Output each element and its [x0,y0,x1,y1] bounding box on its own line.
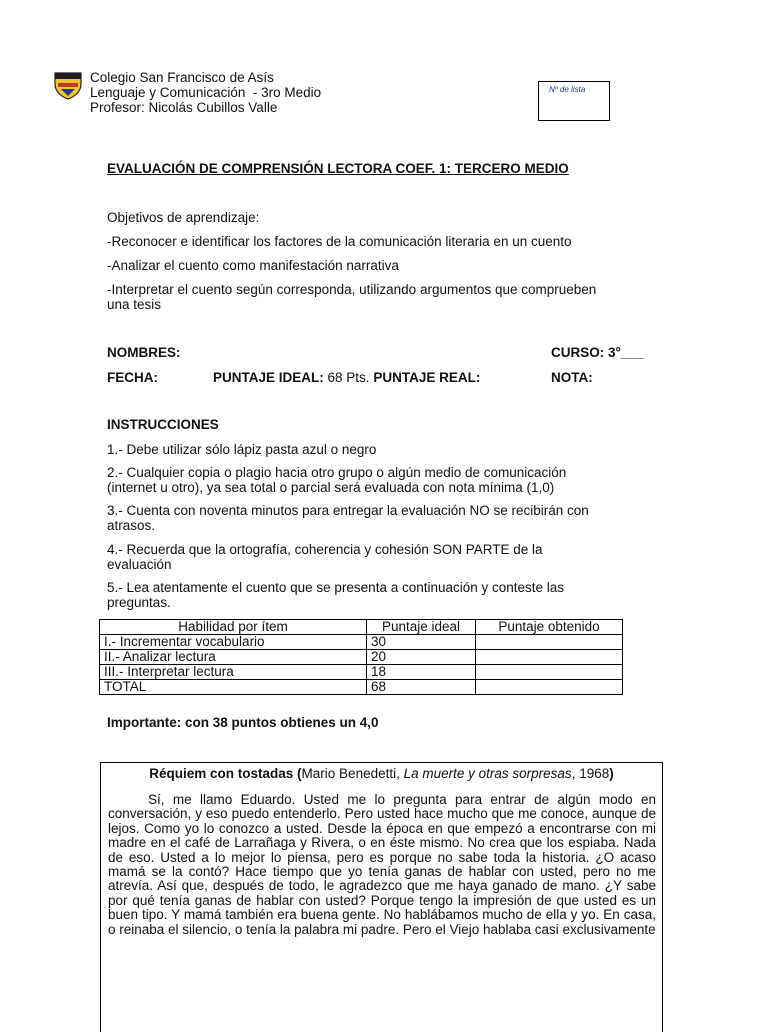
table-cell-obtained[interactable] [476,635,623,650]
instruction-line: 4.- Recuerda que la ortografía, coherencia y cohesión SON PARTE de la [107,542,543,557]
table-row [100,665,623,680]
objective-item-continuation: una tesis [107,297,162,312]
table-cell-skill: I.- Incrementar vocabulario [100,635,367,650]
list-number-box[interactable] [538,81,610,121]
instruction-line: evaluación [107,557,172,572]
list-number-label: Nº de lista [549,85,586,94]
teacher-line: Profesor: Nicolás Cubillos Valle [90,100,278,115]
instruction-line: 1.- Debe utilizar sólo lápiz pasta azul o negro [107,442,377,457]
table-cell-skill: TOTAL [100,680,367,695]
important-note: Importante: con 38 puntos obtienes un 4,0 [107,715,379,730]
school-crest-logo [53,70,83,100]
score-ideal-field [213,370,480,385]
instruction-line: 2.- Cualquier copia o plagio hacia otro grupo o algún medio de comunicación [107,465,567,480]
table-cell-ideal: 18 [367,665,476,680]
date-label: FECHA: [107,370,158,385]
instruction-line: atrasos. [107,518,156,533]
table-cell-ideal: 30 [367,635,476,650]
instructions-heading: INSTRUCCIONES [107,417,219,432]
instruction-line: (internet u otro), ya sea total o parcial será evaluada con nota mínima (1,0) [107,480,555,495]
objectives-heading: Objetivos de aprendizaje: [107,210,260,225]
instruction-line: 3.- Cuenta con noventa minutos para entregar la evaluación NO se recibirán con [107,503,589,518]
course-label: CURSO: 3°___ [551,345,644,360]
story-text [108,793,656,937]
story-year: , 1968 [571,766,610,781]
table-header-cell: Puntaje ideal [367,620,476,635]
instruction-line: 5.- Lea atentamente el cuento que se presenta a continuación y conteste las [107,580,565,595]
ideal-score-label: PUNTAJE IDEAL: [213,370,324,385]
table-cell-obtained[interactable] [476,665,623,680]
story-title-line [101,766,662,781]
table-cell-obtained[interactable] [476,650,623,665]
story-author: Mario Benedetti, [301,766,404,781]
subject-line: Lenguaje y Comunicación - 3ro Medio [90,85,322,100]
table-row [100,650,623,665]
table-header-cell: Puntaje obtenido [476,620,623,635]
score-table [99,619,623,695]
table-cell-ideal: 20 [367,650,476,665]
story-book: La muerte y otras sorpresas [403,766,572,781]
table-header-cell: Habilidad por ítem [100,620,367,635]
table-cell-obtained[interactable] [476,680,623,695]
school-header [90,70,321,115]
table-cell-ideal: 68 [367,680,476,695]
grade-label: NOTA: [551,370,593,385]
table-row [100,635,623,650]
objective-item: -Reconocer e identificar los factores de la comunicación literaria en un cuento [107,234,572,249]
table-header-row [100,620,623,635]
school-name: Colegio San Francisco de Asís [90,70,274,85]
ideal-score-value: 68 Pts. [327,370,370,385]
table-cell-skill: III.- Interpretar lectura [100,665,367,680]
objective-item: -Interpretar el cuento según corresponda, utilizando argumentos que comprueben [107,282,597,297]
story-title-close: ) [609,766,614,781]
story-paragraph: Sí, me llamo Eduardo. Usted me lo pregunta para entrar de algún modo en conversación, y eso puedo entenderlo. Pero usted hace mucho que me conoce, aunque de lejos. Como yo lo conozco a usted. Desde la época en que empezó a encontrarse con mi madre en el café de Larrañaga y Rivera, o en éste mismo. No crea que los espiaba. Nada de eso. Usted a lo mejor lo piensa, pero es porque no sabe toda la historia. ¿O acaso mamá se la contó? Hace tiempo que yo tenía ganas de hablar con usted, pero no me atrevía. Así que, después de todo, le agradezco que me haya ganado de mano. ¿Y sabe por qué tenía ganas de hablar con usted? Porque tengo la impresión de que usted es un buen tipo. Y mamá también era buena gente. No hablábamos mucho de ella y yo. En casa, o reinaba el silencio, o tenía la palabra mi padre. Pero el Viejo hablaba casi exclusivamente [108,792,656,937]
names-label: NOMBRES: [107,345,181,360]
table-row-total [100,680,623,695]
objective-item: -Analizar el cuento como manifestación narrativa [107,258,399,273]
real-score-label: PUNTAJE REAL: [373,370,481,385]
story-box [100,762,663,1032]
story-title: Réquiem con tostadas ( [149,766,302,781]
page-title: EVALUACIÓN DE COMPRENSIÓN LECTORA COEF. 1: TERCERO MEDIO [107,161,569,176]
instruction-line: preguntas. [107,595,171,610]
table-cell-skill: II.- Analizar lectura [100,650,367,665]
